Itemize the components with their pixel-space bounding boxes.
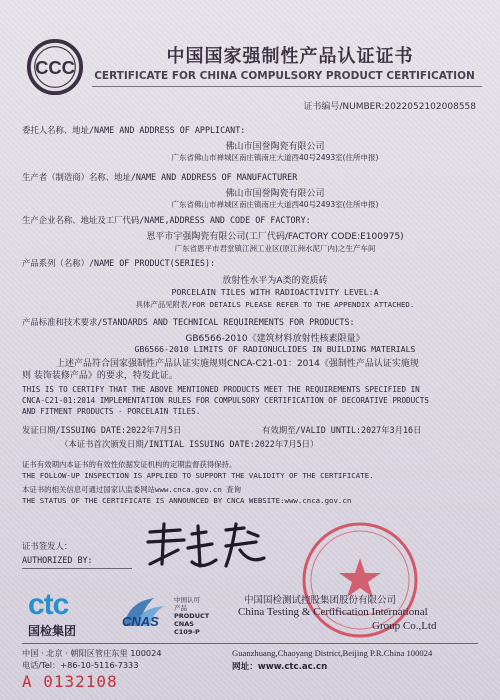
statement-cn: [22, 358, 482, 382]
handwritten-signature: [140, 520, 270, 575]
applicant-address: 广东省佛山市禅城区南庄镇南庄大道西40号2493室(住所申报): [171, 153, 379, 162]
standards-en: GB6566-2010 LIMITS OF RADIONUCLIDES IN BUILDING MATERIALS: [134, 344, 416, 354]
note-followup-cn: 证书有效期内本证书的有效性依据发证机构的定期监督获得保持。: [22, 460, 237, 469]
product-appendix: 具体产品见附表/FOR DETAILS PLEASE REFER TO THE APPENDIX ATTACHED.: [135, 300, 415, 309]
ctc-logo: [28, 590, 118, 640]
cnas-product-en: PRODUCT: [174, 612, 210, 620]
standards-label: 产品标准和技术要求/STANDARDS AND TECHNICAL REQUIREMENTS FOR PRODUCTS:: [22, 317, 355, 327]
issuer-name-en-2: Group Co.,Ltd: [372, 620, 437, 632]
product-name-en: PORCELAIN TILES WITH RADIOACTIVITY LEVEL:A: [171, 287, 379, 297]
statement-en: [22, 384, 492, 417]
header-rule: [92, 86, 482, 87]
title-en: CERTIFICATE FOR CHINA COMPULSORY PRODUCT CERTIFICATION: [94, 70, 475, 82]
certificate-number: 证书编号/NUMBER:2022052102008558: [303, 102, 476, 112]
title-cn: 中国国家强制性产品认证证书: [166, 46, 414, 67]
applicant-name: 佛山市国誉陶瓷有限公司: [225, 142, 325, 152]
applicant-label: 委托人名称、地址/NAME AND ADDRESS OF APPLICANT:: [22, 125, 246, 135]
issuer-address-cn: 中国 · 北京 · 朝阳区管庄东里 100024: [22, 648, 162, 658]
issuer-name-cn: 中国国检测试控股集团股份有限公司: [244, 595, 397, 606]
issuer-address-en: Guanzhuang,Chaoyang District,Beijing P.R.China 100024: [232, 648, 433, 658]
ccc-mark-icon: [26, 38, 84, 96]
factory-name: 恩平市宇强陶瓷有限公司(工厂代码/FACTORY CODE:E100975): [146, 232, 404, 242]
factory-label: 生产企业名称、地址及工厂代码/NAME,ADDRESS AND CODE OF FACTORY:: [22, 215, 311, 225]
product-name-cn: 放射性水平为A类的瓷质砖: [222, 276, 328, 286]
manufacturer-label: 生产者（制造商）名称、地址/NAME AND ADDRESS OF MANUFACTURER: [22, 172, 298, 182]
manufacturer-address: 广东省佛山市禅城区南庄镇南庄大道西40号2493室(住所申报): [171, 200, 379, 209]
cnas-code: CNAS C109-P: [174, 620, 200, 636]
ctc-logo-text: ctc: [28, 588, 69, 621]
statement-cn-line2: 则 装饰装修产品》的要求，特发此证。: [22, 371, 178, 381]
initial-issue-date: （本证书首次颁发日期/INITIAL ISSUING DATE:2022年7月5日）: [60, 439, 319, 449]
manufacturer-name: 佛山市国誉陶瓷有限公司: [225, 189, 325, 199]
issuer-tel: 电话/Tel：+86-10-5116-7333: [22, 660, 139, 670]
statement-cn-line1: 上述产品符合国家强制性产品认证实施规则CNCA-C21-01：2014《强制性产品认证实施规: [56, 359, 419, 369]
serial-number: A 0132108: [22, 672, 118, 691]
statement-en-line3: AND FITMENT PRODUCTS - PORCELAIN TILES.: [22, 407, 201, 416]
note-followup-en: THE FOLLOW-UP INSPECTION IS APPLIED TO SUPPORT THE VALIDITY OF THE CERTIFICATE.: [22, 470, 374, 480]
factory-address: 广东省恩平市君堂镇江洲工业区(原江洲水泥厂内)之生产车间: [174, 244, 376, 253]
svg-text:CCC: CCC: [35, 56, 75, 78]
cnas-logo: [120, 592, 210, 640]
cnas-side: [174, 596, 210, 636]
statement-en-line2: CNCA-C21-01:2014 IMPLEMENTATION RULES FOR COMPULSORY CERTIFICATION OF DECORATIVE PRODUCTS: [22, 396, 429, 405]
authorized-label-en: AUTHORIZED BY:: [22, 555, 93, 565]
cnas-text: CNAS: [122, 614, 159, 629]
authorized-label-cn: 证书签发人：: [22, 541, 73, 551]
valid-until: 有效期至/VALID UNTIL:2027年3月16日: [262, 425, 422, 435]
cnas-product-cn: 产品: [174, 604, 187, 612]
standards-cn: GB6566-2010《建筑材料放射性核素限量》: [185, 334, 365, 344]
note-status-en: THE STATUS OF THE CERTIFICATE IS ANNOUNCED BY CNCA WEBSITE:www.cnca.gov.cn: [22, 495, 352, 505]
product-label: 产品系列（名称）/NAME OF PRODUCT(SERIES):: [22, 258, 216, 268]
ctc-logo-cn: 国检集团: [28, 624, 77, 638]
cnas-cn: 中国认可: [174, 596, 200, 604]
signature-rule: [22, 568, 132, 569]
issuer-web: 网址：www.ctc.ac.cn: [232, 662, 328, 672]
issuer-name-en: China Testing & Certification International: [238, 606, 428, 618]
statement-en-line1: THIS IS TO CERTIFY THAT THE ABOVE MENTIONED PRODUCTS MEET THE REQUIREMENTS SPECIFIED IN: [22, 385, 420, 394]
notes-block: [22, 460, 492, 506]
note-status-cn: 本证书的相关信息可通过国家认监委网站www.cnca.gov.cn 查询: [22, 485, 242, 494]
issue-date: 发证日期/ISSUING DATE:2022年7月5日: [22, 425, 182, 435]
footer-rule: [22, 643, 478, 644]
